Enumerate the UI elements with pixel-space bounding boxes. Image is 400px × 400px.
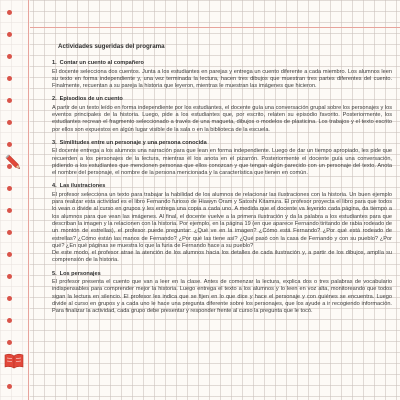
binder-hole (7, 186, 12, 191)
binder-hole (7, 274, 12, 279)
activity-text: El docente selecciona dos cuentos. Junta a los estudiantes en parejas y entrega un cuento diferente a cada miembro. Los alumnos leen su texto en forma independiente y, una vez terminada la lectura, hacen tres dibujos que muestran tres partes diferentes del cuento. Finalmente, recuentan a su pareja la historia que leyeron, mientras le muestran las imágenes que hicieron. (52, 68, 392, 90)
binder-hole (7, 208, 12, 213)
activity-number: 1. (52, 60, 57, 67)
activity-text: El profesor selecciona un texto para trabajar la habilidad de los alumnos de relacionar las ilustraciones con la historia. Un buen ejemplo para realizar esta actividad es el libro Fernando furioso de Hiawyn Oram y Satoshi Kitamura. El profesor proyecta el libro para que todos lo vean o divide al curso en grupos y les entrega una copia a cada uno. A medida que el docente va leyendo cada página, da tiempo a los alumnos para que vean las imágenes. Al final, el docente vuelve a la primera ilustración y da la palabra a los estudiantes para que describan la imagen y la relacionen con la historia. Por ejemplo, en la página 19 (en que aparece Fernando tiritando de rabia rodeado de un montón de estrellas), el profesor puede preguntar: ¿Qué ve en la imagen? ¿Cómo está Fernando? ¿Por qué está rodeado de estrellas? ¿Cómo están las manos de Fernando? ¿Por qué las tiene así? ¿Qué pasó con la casa de Fernando y con su pueblo? ¿Por qué? ¿En qué páginas se muestra lo que la furia de Fernando hace a su pueblo? De este modo, el profesor atrae la atención de los alumnos hacia los detalles de cada ilustración y, a partir de los dibujos, amplía su comprensión de la historia. (52, 191, 392, 264)
activity-title: Contar un cuento al compañero (59, 60, 144, 67)
activity-text: A partir de un texto leído en forma independiente por los estudiantes, el docente guía una conversación grupal sobre los personajes y los eventos principales de la historia. Luego, pide a los estudiantes que, por escrito, relaten su episodio favorito. Posteriormente, los estudiantes recrean el fragmento seleccionado a través de una maqueta, dibujos o modelos de plasticina. Los trabajos y el texto escrito por ellos son expuestos en algún lugar visible de la sala o en la biblioteca de la escuela. (52, 104, 392, 133)
activity-title: Episodios de un cuento (59, 96, 123, 103)
margin-rule-line (28, 0, 29, 400)
open-book-icon (3, 350, 25, 372)
activity-number: 5. (52, 270, 57, 277)
activity-section (52, 96, 392, 133)
activity-section (52, 140, 392, 177)
pencil-icon (3, 152, 25, 174)
page-title: Actividades sugeridas del programa (58, 43, 165, 50)
notebook-margin (0, 0, 30, 400)
binder-hole (7, 296, 12, 301)
activity-section (52, 271, 392, 316)
binder-hole (7, 384, 12, 389)
binder-hole (7, 32, 12, 37)
activity-text: El docente entrega a los alumnos una narración para que lean en forma independiente. Luego de dar un tiempo apropiado, les pide que recuerden a los personajes de la lectura, mientras él los anota en el pizarrón. Posteriormente el docente guía una conversación, pidiendo a los estudiantes que mencionen personas que ellos conozcan y que tengan algún parecido con un personaje del texto. Anota el nombre del personaje, el nombre de la persona mencionada y la característica que tienen en común. (52, 148, 392, 177)
activity-title: Las ilustraciones (59, 183, 106, 190)
activity-heading (52, 60, 392, 67)
top-rule-line (30, 27, 400, 28)
activity-section (52, 60, 392, 90)
activity-heading (52, 140, 392, 147)
binder-hole (7, 10, 12, 15)
binder-hole (7, 318, 12, 323)
binder-hole (7, 76, 12, 81)
binder-hole (7, 142, 12, 147)
document-sheet (52, 40, 392, 396)
binder-hole (7, 120, 12, 125)
activity-section (52, 183, 392, 264)
activity-text: El profesor presenta el cuento que van a leer en la clase. Antes de comenzar la lectura, explica dos o tres palabras de vocabulario indispensables para comprender mejor la historia. Luego entrega el texto a los alumnos y lo leen en voz alta, monitoreando que todos sigan la lectura en silencio. El profesor les indica que se fijen en lo que dice y hace el personaje y con quiénes se encuentra. Luego divide al curso en grupos y a cada uno le hace una pregunta diferente sobre los personajes, que los ayude a ir recogiendo información. Para finalizar la actividad, cada grupo debe presentar y responder frente al curso la pregunta que le tocó. (52, 279, 392, 315)
activity-number: 3. (52, 139, 57, 146)
activity-heading (52, 271, 392, 278)
binder-hole (7, 252, 12, 257)
binder-hole (7, 54, 12, 59)
binder-hole (7, 98, 12, 103)
activity-heading (52, 183, 392, 190)
binder-hole (7, 230, 12, 235)
activity-title: Los personajes (59, 270, 101, 277)
activity-number: 4. (52, 183, 57, 190)
activity-heading (52, 96, 392, 103)
activity-number: 2. (52, 96, 57, 103)
binder-hole (7, 340, 12, 345)
activity-title: Similitudes entre un personaje y una persona conocida (59, 139, 207, 146)
